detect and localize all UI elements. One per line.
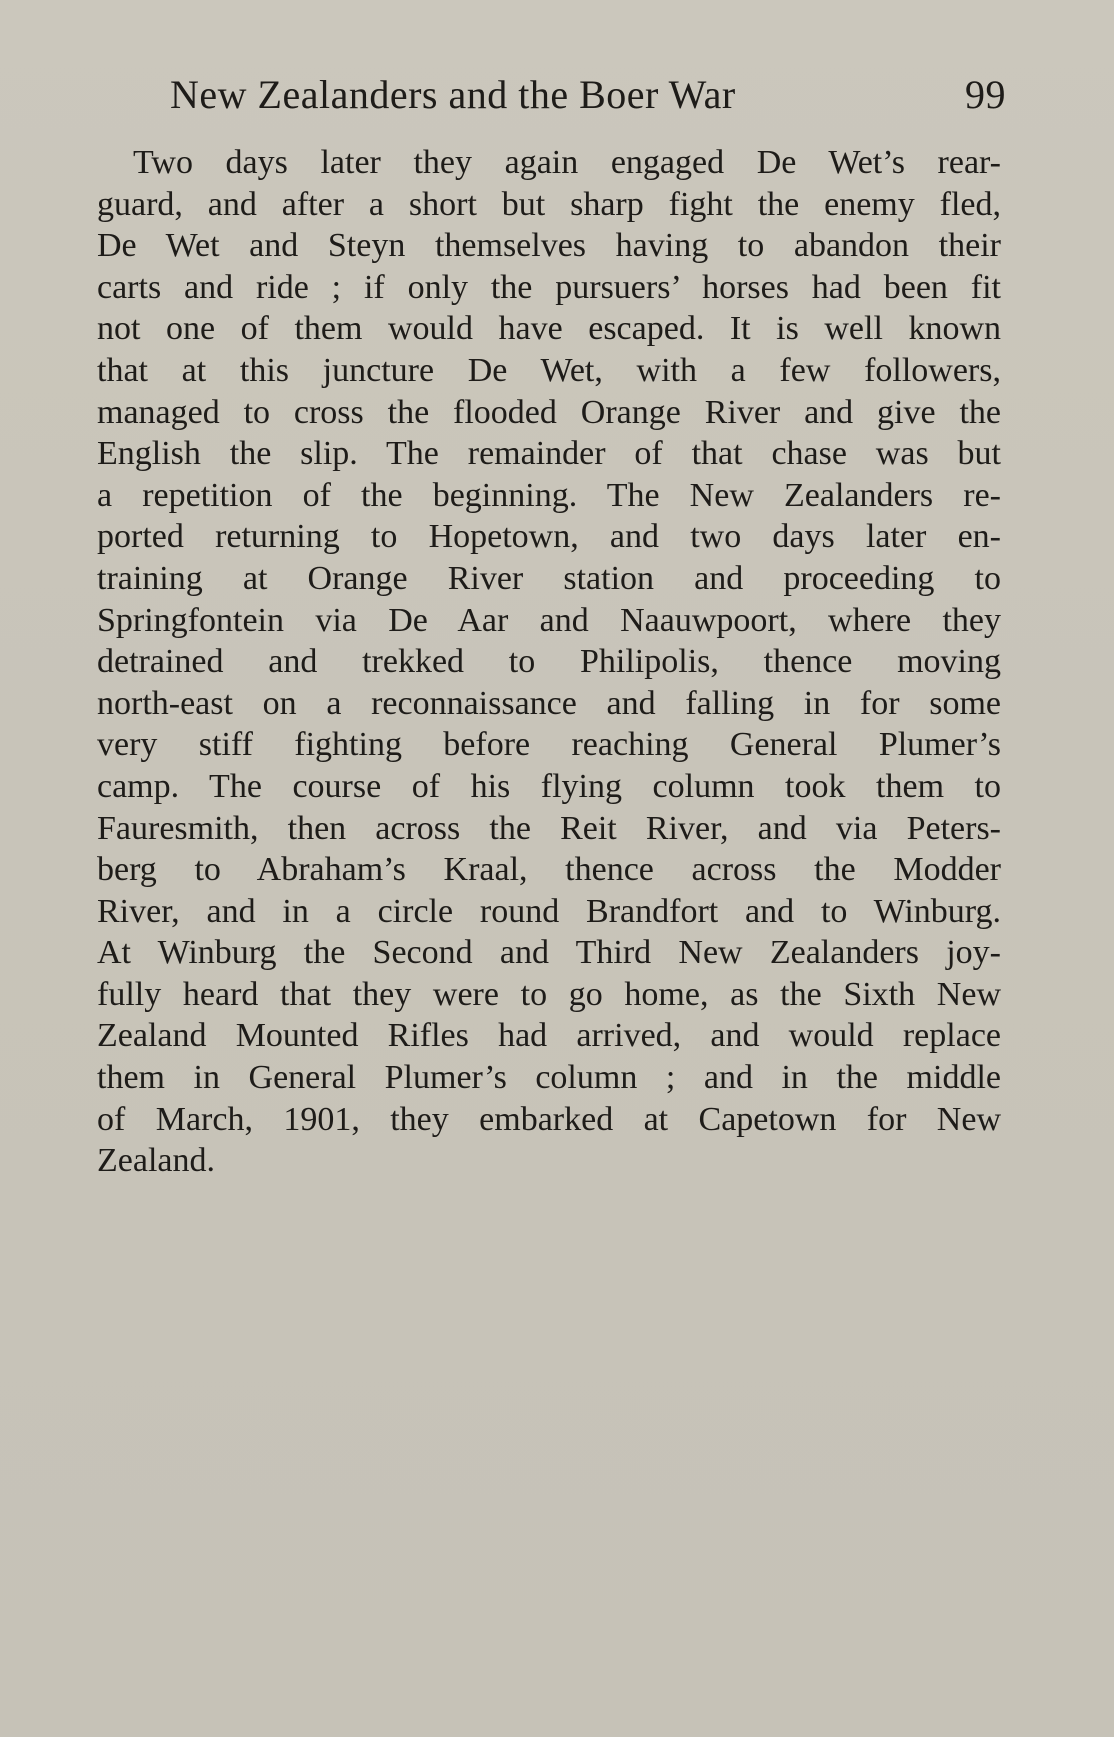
text-line: camp. The course of his flying column took them to — [97, 767, 1001, 805]
text-line: fully heard that they were to go home, as the Sixth New — [97, 975, 1001, 1013]
text-line: training at Orange River station and proceeding to — [97, 559, 1001, 597]
text-line: detrained and trekked to Philipolis, thence moving — [97, 643, 1001, 681]
text-line: English the slip. The remainder of that chase was but — [97, 435, 1001, 473]
text-line: of March, 1901, they embarked at Capetown for New — [97, 1100, 1001, 1138]
text-line: Fauresmith, then across the Reit River, and via Peters- — [97, 809, 1001, 847]
text-line: De Wet and Steyn themselves having to abandon their — [97, 227, 1001, 265]
text-line: managed to cross the flooded Orange River and give the — [97, 393, 1001, 431]
text-line: north-east on a reconnaissance and falling in for some — [97, 684, 1001, 722]
text-line: guard, and after a short but sharp fight the enemy fled, — [97, 185, 1001, 223]
running-head-title: New Zealanders and the Boer War — [170, 72, 736, 117]
text-line: Two days later they again engaged De Wet’s rear- — [133, 144, 1001, 181]
text-line: not one of them would have escaped. It is well known — [97, 310, 1001, 348]
text-line: carts and ride ; if only the pursuers’ horses had been fit — [97, 268, 1001, 306]
text-line: ported returning to Hopetown, and two days later en- — [97, 518, 1001, 556]
text-line: Zealand. — [97, 1142, 215, 1180]
text-line: that at this juncture De Wet, with a few followers, — [97, 351, 1001, 389]
text-line: berg to Abraham’s Kraal, thence across the Modder — [97, 851, 1001, 889]
text-line: a repetition of the beginning. The New Zealanders re- — [97, 476, 1001, 514]
body-paragraph — [97, 142, 1001, 1182]
text-line: Springfontein via De Aar and Naauwpoort, where they — [97, 601, 1001, 639]
text-line: River, and in a circle round Brandfort and to Winburg. — [97, 892, 1001, 930]
text-line: very stiff fighting before reaching General Plumer’s — [97, 726, 1001, 764]
page-number: 99 — [965, 72, 1006, 117]
text-line: them in General Plumer’s column ; and in the middle — [97, 1059, 1001, 1097]
running-head — [170, 70, 1006, 120]
text-line: At Winburg the Second and Third New Zealanders joy- — [97, 934, 1001, 972]
text-line: Zealand Mounted Rifles had arrived, and would replace — [97, 1017, 1001, 1055]
